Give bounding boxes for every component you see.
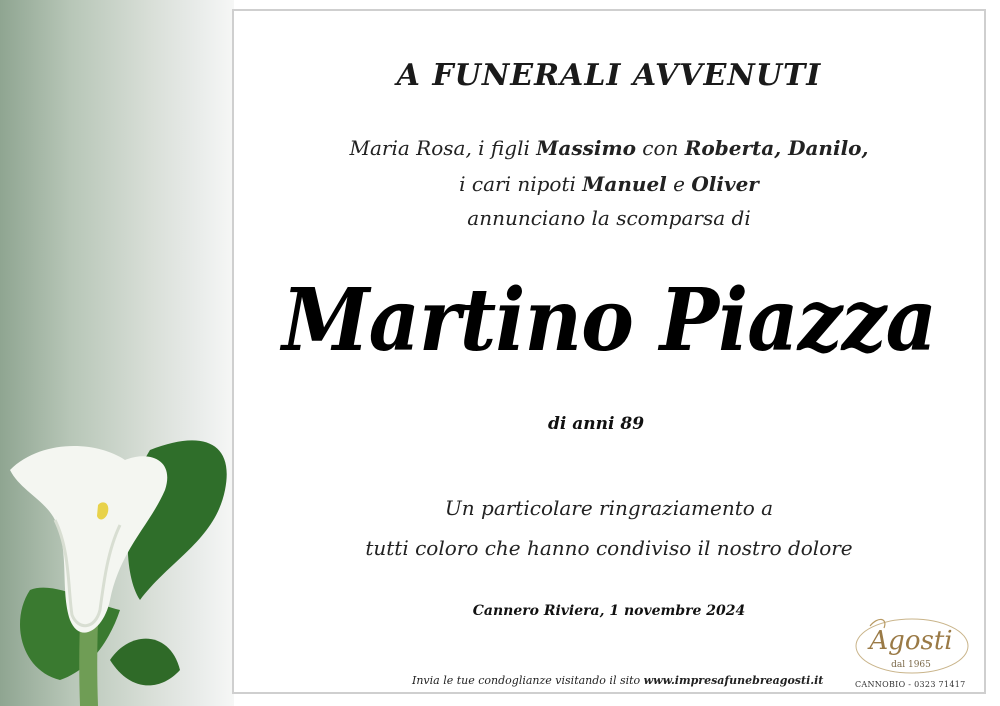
family-line-2 xyxy=(232,172,986,196)
family-text: con xyxy=(635,136,685,160)
logo-name: Agosti xyxy=(869,626,953,656)
place-date: Cannero Riviera, 1 novembre 2024 xyxy=(472,603,746,619)
thanks-line-1: Un particolare ringraziamento a xyxy=(444,496,774,520)
notice-heading: A FUNERALI AVVENUTI xyxy=(396,58,822,93)
family-line-1 xyxy=(232,136,986,160)
family-names-roberta-danilo: Roberta, Danilo, xyxy=(684,136,869,160)
deceased-name: Martino Piazza xyxy=(281,270,937,371)
calla-lily-image xyxy=(0,430,240,706)
family-name-manuel: Manuel xyxy=(582,172,667,196)
logo-contact: CANNOBIO - 0323 71417 xyxy=(855,680,966,689)
family-name-massimo: Massimo xyxy=(536,136,636,160)
announcement-line: annunciano la scomparsa di xyxy=(467,206,751,230)
age-label: di anni 89 xyxy=(548,414,645,434)
family-text: i cari nipoti xyxy=(459,172,583,196)
footer-text: Invia le tue condoglianze visitando il sito xyxy=(412,674,644,687)
family-text: Maria Rosa, i figli xyxy=(349,136,537,160)
footer-condolences xyxy=(412,674,823,687)
website-link[interactable]: www.impresafunebreagosti.it xyxy=(643,674,824,687)
logo-since: dal 1965 xyxy=(891,660,931,670)
family-name-oliver: Oliver xyxy=(691,172,759,196)
family-text: e xyxy=(666,172,692,196)
thanks-line-2: tutti coloro che hanno condiviso il nostro dolore xyxy=(365,536,853,560)
